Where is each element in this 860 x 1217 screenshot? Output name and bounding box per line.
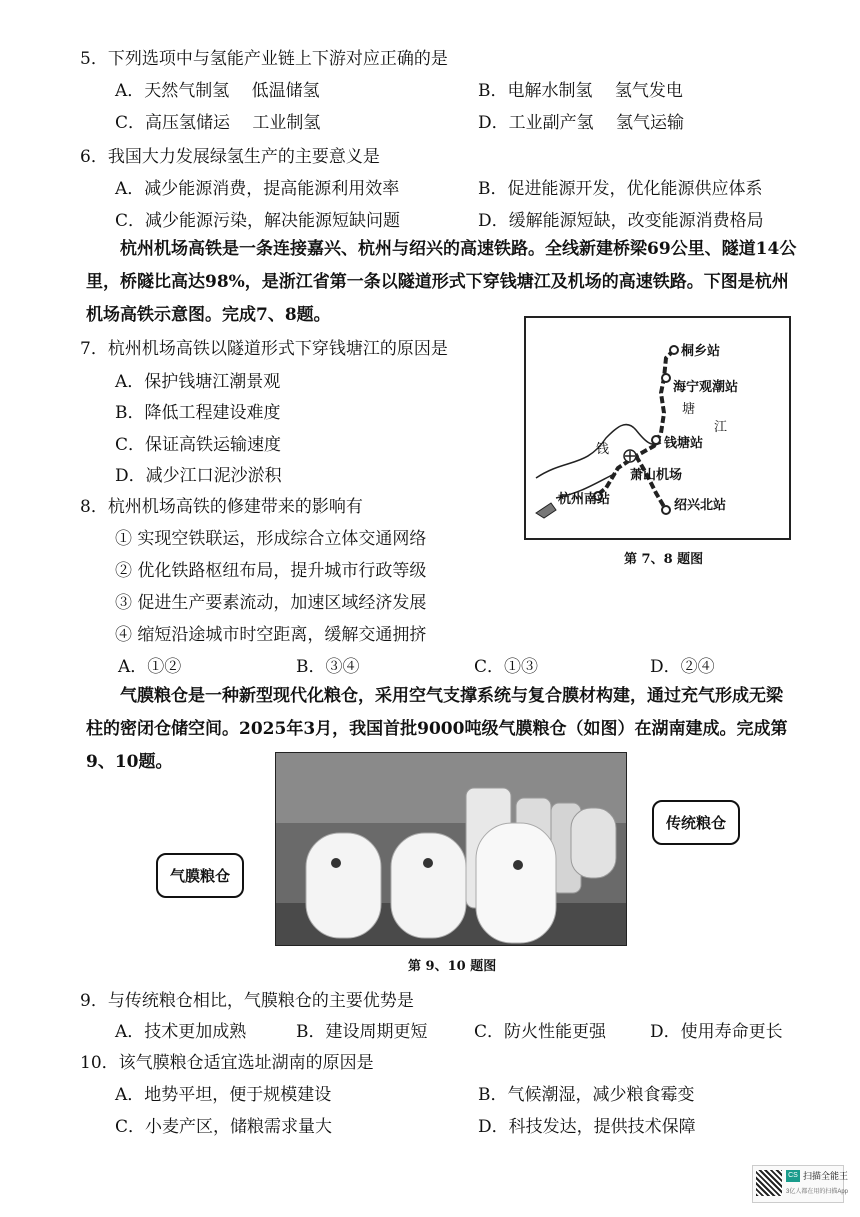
station-dot-haining <box>662 374 670 382</box>
q9-option-a: A．技术更加成熟 <box>115 1022 247 1042</box>
station-dot-shaoxing-north <box>662 506 670 514</box>
q6-stem: 6．我国大力发展绿氢生产的主要意义是 <box>80 147 380 167</box>
cs-badge-icon: CS <box>786 1170 800 1182</box>
q7-option-b: B．降低工程建设难度 <box>115 403 281 423</box>
station-hangzhou-south: 杭州南站 <box>558 492 611 507</box>
station-dot-qiantang <box>652 436 660 444</box>
q5-option-a: A．天然气制氢 低温储氢 <box>115 81 320 101</box>
q6-option-d: D．缓解能源短缺，改变能源消费格局 <box>478 211 764 231</box>
q10-option-a: A．地势平坦，便于规模建设 <box>115 1085 332 1105</box>
q7-option-d: D．减少江口泥沙淤积 <box>115 466 282 486</box>
q10-stem: 10．该气膜粮仓适宜选址湖南的原因是 <box>80 1053 374 1073</box>
station-tongxiang: 桐乡站 <box>681 344 721 359</box>
q10-option-d: D．科技发达，提供技术保障 <box>478 1117 696 1137</box>
rail-map <box>524 316 791 540</box>
q8-option-c: C．①③ <box>474 657 539 677</box>
q9-option-c: C．防火性能更强 <box>474 1022 607 1042</box>
q10-option-b: B．气候潮湿，减少粮食霉变 <box>478 1085 695 1105</box>
q6-option-c: C．减少能源污染，解决能源短缺问题 <box>115 211 401 231</box>
small-island <box>536 503 556 518</box>
q8-statement-2: ② 优化铁路枢纽布局，提升城市行政等级 <box>115 561 427 581</box>
scanner-watermark <box>752 1165 849 1203</box>
q6-option-a: A．减少能源消费，提高能源利用效率 <box>115 179 400 199</box>
river-char-3: 钱 <box>596 442 610 457</box>
watermark-title: 扫描全能王 <box>803 1171 849 1181</box>
passage-air-membrane-granary: 气膜粮仓是一种新型现代化粮仓，采用空气支撑系统与复合膜材构建，通过充气形成无梁柱的密闭仓储空间。2025年3月，我国首批9000吨级气膜粮仓（如图）在湖南建成。完成第9、10题。 <box>86 686 788 772</box>
river-char-1: 塘 <box>682 402 696 417</box>
q9-option-d: D．使用寿命更长 <box>650 1022 783 1042</box>
station-shaoxing-north: 绍兴北站 <box>674 498 727 513</box>
q5-option-b: B．电解水制氢 氢气发电 <box>478 81 683 101</box>
q8-option-d: D．②④ <box>650 657 715 677</box>
map-caption: 第 7、8 题图 <box>624 552 704 567</box>
callout-air-membrane: 气膜粮仓 <box>156 853 244 898</box>
callout-traditional: 传统粮仓 <box>652 800 740 845</box>
station-dot-tongxiang <box>670 346 678 354</box>
q7-option-a: A．保护钱塘江潮景观 <box>115 372 281 392</box>
q10-option-c: C．小麦产区，储粮需求量大 <box>115 1117 333 1137</box>
granary-photo <box>275 752 627 946</box>
q9-stem: 9．与传统粮仓相比，气膜粮仓的主要优势是 <box>80 991 414 1011</box>
q6-option-b: B．促进能源开发，优化能源供应体系 <box>478 179 763 199</box>
q8-option-a: A．①② <box>118 657 182 677</box>
station-haining: 海宁观潮站 <box>673 380 739 395</box>
q7-stem: 7．杭州机场高铁以隧道形式下穿钱塘江的原因是 <box>80 339 448 359</box>
photo-caption: 第 9、10 题图 <box>408 959 497 974</box>
q8-statement-4: ④ 缩短沿途城市时空距离，缓解交通拥挤 <box>115 625 427 645</box>
river-char-2: 江 <box>714 420 728 435</box>
passage-hangzhou-rail: 杭州机场高铁是一条连接嘉兴、杭州与绍兴的高速铁路。全线新建桥梁69公里、隧道14公里，桥隧比高达98%，是浙江省第一条以隧道形式下穿钱塘江及机场的高速铁路。下图是杭州机场高铁示意图。完成7、8题。 <box>86 239 797 325</box>
railway-line <box>596 350 674 510</box>
q8-statement-1: ① 实现空铁联运，形成综合立体交通网络 <box>115 529 427 549</box>
watermark-subtitle: 3亿人都在用的扫描App <box>786 1189 849 1195</box>
q5-option-d: D．工业副产氢 氢气运输 <box>478 113 685 133</box>
q9-option-b: B．建设周期更短 <box>296 1022 428 1042</box>
q5-option-c: C．高压氢储运 工业制氢 <box>115 113 321 133</box>
qr-code-icon <box>756 1170 782 1196</box>
q8-option-b: B．③④ <box>296 657 360 677</box>
granary-photo-drawing <box>276 753 626 945</box>
q7-option-c: C．保证高铁运输速度 <box>115 435 282 455</box>
station-xiaoshan-airport: 萧山机场 <box>630 468 683 483</box>
q8-statement-3: ③ 促进生产要素流动，加速区域经济发展 <box>115 593 427 613</box>
station-qiantang: 钱塘站 <box>664 436 704 451</box>
q8-stem: 8．杭州机场高铁的修建带来的影响有 <box>80 497 363 517</box>
q5-stem: 5．下列选项中与氢能产业链上下游对应正确的是 <box>80 49 448 69</box>
